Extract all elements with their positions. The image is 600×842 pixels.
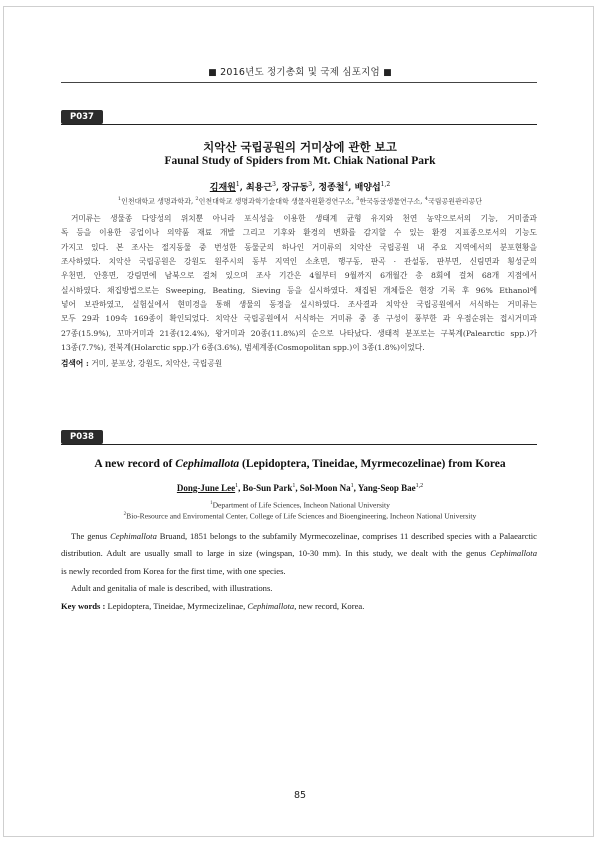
- keywords-p038: [61, 601, 537, 611]
- abstract-line: 가지고 있다. 본 조사는 절지동물 중 번성한 동물군의 하나인 거미류의 치악산 국립공원 내 주요 지역에서의 분포현황을: [61, 242, 537, 252]
- affil-text: 인천대학교 생명과학기술대학 생물자원환경연구소,: [198, 197, 357, 206]
- affil-text: Department of Life Sciences, Incheon National University: [212, 500, 390, 510]
- abstract-genus: Cephimallota: [110, 531, 157, 541]
- keywords-text: Lepidoptera, Tineidae, Myrmecizelinae,: [105, 601, 248, 611]
- title-part: (Lepidoptera, Tineidae, Myrmecozelinae) from Korea: [239, 458, 506, 470]
- author-sup: 3: [272, 181, 276, 188]
- author-list-p037: 김재원$^1$, 최용근$^3$, 장규동$^3$, 정종철$^4$, 배양섭$^{1,2}$: [209, 181, 391, 193]
- author-name: Yang-Seop Bae: [357, 483, 416, 493]
- abstract-english-p038: [61, 528, 537, 597]
- abstract-line: 독 등을 이용한 공업이나 의약품 재료 개발 그리고 기후와 환경의 변화를 감지할 수 있는 환경 지표종으로서의 기능도: [61, 228, 537, 238]
- title-english-p037: Faunal Study of Spiders from Mt. Chiak National Park: [164, 155, 436, 167]
- affil-text: 국립공원관리공단: [427, 197, 483, 206]
- title-genus: Cephimallota: [175, 458, 240, 470]
- affil-text: 인천대학교 생명과학과,: [121, 197, 196, 206]
- abstract-line: 넣어 보관하였고, 실험실에서 현미경을 통해 생물의 동정을 실시하였다. 조사결과 치악산 국립공원에서 서식하는 거미류는: [61, 300, 537, 310]
- keywords-text: , new record, Korea.: [294, 601, 365, 611]
- keywords-text: 거미, 분포상, 강원도, 치악산, 국립공원: [88, 359, 223, 368]
- author-sup: 3: [308, 181, 313, 188]
- author-sup: 1: [292, 483, 296, 489]
- page-border: [3, 6, 594, 837]
- abstract-line: is newly recorded from Korea for the first time, with one species.: [61, 565, 286, 576]
- author-sup: 1: [350, 483, 354, 489]
- author-sup: 1: [235, 483, 239, 489]
- author-list-p038: Dong-June Lee$^1$, Bo-Sun Park$^1$, Sol-Moon Na$^1$, Yang-Seop Bae$^{1,2}$: [176, 483, 424, 493]
- title-korean-p037: 치악산 국립공원의 거미상에 관한 보고: [203, 140, 397, 154]
- author-name: Bo-Sun Park: [242, 483, 293, 493]
- poster-badge-p037: P037: [61, 110, 103, 124]
- running-header: [0, 64, 600, 78]
- keywords-p037: [61, 358, 537, 369]
- abstract-line: 거미류는 생물종 다양성의 위치뿐 아니라 포식성을 이용한 생태계 균형 유지와 천연 농약으로서의 기능, 거미줄과: [71, 214, 537, 223]
- author-name: 장규동: [282, 183, 309, 193]
- abstract-genus: Cephimallota: [490, 548, 537, 559]
- author-sup: 4: [344, 181, 349, 188]
- affiliation-2-p038: [0, 509, 600, 522]
- keywords-label: 검색어 :: [61, 359, 89, 368]
- header-title: 2016년도 정기총회 및 국제 심포지엄: [220, 67, 380, 78]
- keywords-label: Key words :: [61, 601, 106, 611]
- abstract-line: 13종(7.7%), 전북계(Holarctic spp.)가 6종(3.6%), 범세계종(Cosmopolitan spp.)이 3종(1.8%)이었다.: [61, 343, 425, 353]
- affil-sup: 3: [356, 196, 360, 202]
- abstract-line: Adult and genitalia of male is described, with illustrations.: [71, 582, 273, 593]
- author-name: Dong-June Lee: [176, 483, 236, 493]
- affiliation-p037: [0, 194, 600, 207]
- author-sup: 1,2: [415, 483, 424, 489]
- section-divider-p038: [61, 444, 537, 445]
- abstract-line: 실시하였다. 채집방법으로는 Sweeping, Beating, Sieving 등을 실시하였다. 채집된 개체들은 현장 기록 후 96% Ethanol에: [61, 285, 537, 295]
- title-part: A new record of: [94, 458, 176, 470]
- abstract-korean-p037: [61, 212, 537, 355]
- author-name: 최용근: [245, 183, 273, 193]
- author-name: Sol-Moon Na: [299, 483, 351, 493]
- abstract-line: 조사하였다. 치악산 국립공원은 강원도 원주시의 동부 지역인 소초면, 행구동, 판곡 · 관설동, 판부면, 신림면과 횡성군의: [61, 257, 537, 267]
- abstract-text: The genus: [71, 531, 111, 541]
- title-english-p038: [0, 458, 600, 470]
- affil-sup: 2: [123, 512, 127, 517]
- abstract-text: Bruand, 1851 belongs to the subfamily Myrmecozelinae, comprises 11 described species with a Palaearctic: [156, 531, 537, 541]
- poster-badge-p038: P038: [61, 430, 103, 444]
- author-name: 김재원: [209, 183, 236, 193]
- affil-sup: 4: [424, 196, 428, 202]
- affil-sup: 1: [210, 501, 213, 506]
- author-sup: 1: [235, 181, 240, 188]
- abstract-line: 27종(15.9%), 꼬마거미과 21종(12.4%), 왕거미과 20종(11.8%)의 순으로 나타났다. 생태적 분포로는 구북계(Palearctic spp.)가: [61, 328, 537, 338]
- author-sup: 1,2: [380, 181, 391, 188]
- header-divider: [61, 82, 537, 83]
- abstract-line: 우천면, 안흥면, 강림면에 남북으로 걸쳐 있으며 조사 기간은 4월부터 9월까지 6개월간 총 8회에 걸쳐 68개 지점에서: [61, 271, 537, 281]
- author-name: 배양섭: [354, 183, 381, 193]
- affil-text: 한국동굴생물연구소,: [359, 197, 425, 206]
- abstract-text: distribution. Adult are usually small to large in size (wingspan, 10-30 mm). In this study, we dealt with the genus: [61, 548, 491, 559]
- author-name: 정종철: [318, 183, 345, 193]
- affil-sup: 2: [195, 196, 199, 202]
- header-left-square: ■: [208, 68, 217, 78]
- affil-text: Bio-Resource and Enviromental Center, College of Life Sciences and Bioengineering, Incheon National University: [126, 511, 477, 521]
- abstract-line: [61, 545, 537, 562]
- page-number: 85: [293, 790, 307, 801]
- keywords-genus: Cephimallota: [247, 601, 295, 611]
- abstract-line: 모두 29과 109속 169종이 확인되었다. 치악산 국립공원에서 서식하는 거미류 중 종 구성이 풍부한 과 우점순위는 접시거미과: [61, 314, 537, 324]
- affil-sup: 1: [117, 196, 122, 202]
- abstract-line: [61, 528, 537, 545]
- section-divider-p037: [61, 124, 537, 125]
- header-right-square: ■: [383, 68, 392, 78]
